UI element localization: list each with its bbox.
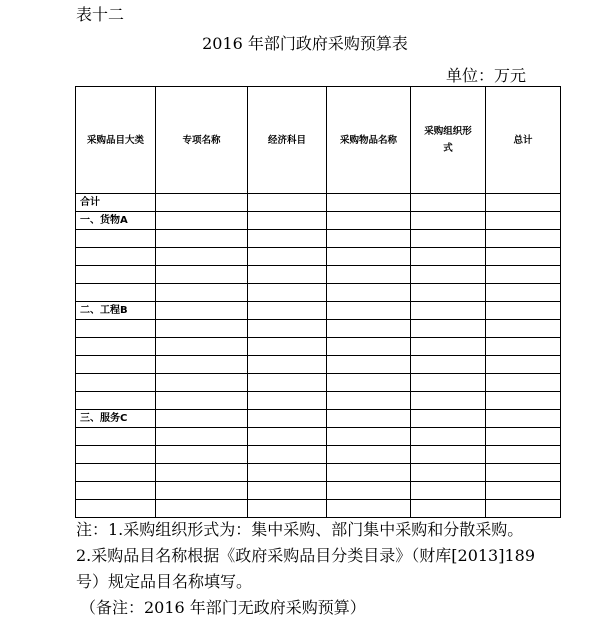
table-cell	[156, 284, 248, 302]
table-cell	[486, 428, 561, 446]
header-economic-subject: 经济科目	[248, 87, 327, 194]
row-category-cell	[76, 392, 156, 410]
table-cell	[327, 356, 411, 374]
table-cell	[248, 356, 327, 374]
row-category-cell	[76, 356, 156, 374]
table-cell	[411, 194, 486, 212]
table-cell	[156, 482, 248, 500]
table-cell	[327, 212, 411, 230]
table-cell	[248, 194, 327, 212]
table-cell	[156, 194, 248, 212]
table-cell	[486, 338, 561, 356]
table-cell	[327, 428, 411, 446]
header-special-project-name: 专项名称	[156, 87, 248, 194]
table-cell	[248, 482, 327, 500]
table-cell	[156, 464, 248, 482]
table-row	[76, 284, 561, 302]
table-cell	[327, 392, 411, 410]
table-row	[76, 212, 561, 230]
row-category-cell	[76, 284, 156, 302]
table-cell	[248, 266, 327, 284]
table-cell	[248, 428, 327, 446]
table-cell	[248, 338, 327, 356]
table-cell	[327, 248, 411, 266]
table-cell	[411, 464, 486, 482]
unit-label: 单位：万元	[446, 66, 527, 85]
table-cell	[156, 356, 248, 374]
table-cell	[411, 302, 486, 320]
table-row	[76, 500, 561, 518]
table-cell	[156, 320, 248, 338]
row-category-cell	[76, 482, 156, 500]
table-cell	[486, 248, 561, 266]
row-category-cell	[76, 230, 156, 248]
table-cell	[156, 248, 248, 266]
header-item-name: 采购物品名称	[327, 87, 411, 194]
table-cell	[486, 356, 561, 374]
table-cell	[156, 338, 248, 356]
note-line: 注：1.采购组织形式为：集中采购、部门集中采购和分散采购。	[76, 520, 524, 539]
table-cell	[411, 284, 486, 302]
document-title: 2016 年部门政府采购预算表	[202, 34, 408, 53]
table-row	[76, 374, 561, 392]
row-category-cell	[76, 320, 156, 338]
table-row	[76, 446, 561, 464]
table-cell	[327, 194, 411, 212]
table-cell	[411, 266, 486, 284]
table-cell	[486, 446, 561, 464]
table-cell	[486, 212, 561, 230]
table-cell	[248, 410, 327, 428]
table-cell	[248, 248, 327, 266]
row-category-cell	[76, 266, 156, 284]
table-cell	[411, 230, 486, 248]
row-category-cell: 三、服务C	[76, 410, 156, 428]
table-cell	[327, 320, 411, 338]
table-cell	[156, 446, 248, 464]
table-cell	[411, 428, 486, 446]
table-cell	[327, 302, 411, 320]
row-category-cell	[76, 338, 156, 356]
table-cell	[248, 212, 327, 230]
table-cell	[411, 338, 486, 356]
table-cell	[327, 374, 411, 392]
table-cell	[156, 428, 248, 446]
table-row	[76, 482, 561, 500]
table-cell	[156, 212, 248, 230]
table-cell	[156, 230, 248, 248]
notes-section	[76, 517, 576, 621]
table-cell	[486, 284, 561, 302]
row-category-cell: 合计	[76, 194, 156, 212]
table-cell	[411, 356, 486, 374]
table-cell	[411, 500, 486, 518]
table-row	[76, 356, 561, 374]
table-row	[76, 410, 561, 428]
table-cell	[486, 320, 561, 338]
table-cell	[248, 284, 327, 302]
row-category-cell	[76, 428, 156, 446]
table-cell	[156, 500, 248, 518]
table-number-label: 表十二	[76, 5, 125, 24]
row-category-cell	[76, 500, 156, 518]
table-row	[76, 194, 561, 212]
procurement-budget-table	[75, 86, 561, 518]
table-row	[76, 338, 561, 356]
table-cell	[156, 374, 248, 392]
table-cell	[248, 392, 327, 410]
row-category-cell	[76, 446, 156, 464]
table-cell	[411, 248, 486, 266]
table-cell	[156, 266, 248, 284]
table-cell	[486, 464, 561, 482]
table-cell	[486, 482, 561, 500]
note-line: 号）规定品目名称填写。	[76, 572, 253, 591]
table-cell	[248, 446, 327, 464]
row-category-cell: 一、货物A	[76, 212, 156, 230]
table-cell	[411, 410, 486, 428]
table-cell	[327, 410, 411, 428]
table-cell	[486, 392, 561, 410]
table-cell	[327, 464, 411, 482]
table-cell	[156, 302, 248, 320]
table-cell	[486, 410, 561, 428]
table-cell	[248, 230, 327, 248]
row-category-cell	[76, 248, 156, 266]
table-cell	[411, 482, 486, 500]
row-category-cell	[76, 374, 156, 392]
table-cell	[248, 464, 327, 482]
table-cell	[248, 500, 327, 518]
table-cell	[156, 392, 248, 410]
table-cell	[327, 230, 411, 248]
table-cell	[248, 302, 327, 320]
table-cell	[411, 446, 486, 464]
header-procurement-category: 采购品目大类	[76, 87, 156, 194]
table-header-row	[76, 87, 561, 194]
table-cell	[327, 482, 411, 500]
table-cell	[486, 374, 561, 392]
table-cell	[327, 500, 411, 518]
table-row	[76, 230, 561, 248]
table-row	[76, 302, 561, 320]
table-row	[76, 248, 561, 266]
note-line: 2.采购品目名称根据《政府采购品目分类目录》（财库[2013]189	[76, 546, 536, 565]
table-cell	[248, 320, 327, 338]
table-row	[76, 464, 561, 482]
table-row	[76, 428, 561, 446]
row-category-cell: 二、工程B	[76, 302, 156, 320]
table-cell	[411, 392, 486, 410]
table-cell	[327, 338, 411, 356]
table-cell	[327, 284, 411, 302]
header-total: 总计	[486, 87, 561, 194]
table-cell	[486, 302, 561, 320]
table-cell	[248, 374, 327, 392]
table-cell	[411, 374, 486, 392]
table-row	[76, 320, 561, 338]
table-cell	[486, 194, 561, 212]
table-row	[76, 392, 561, 410]
table-cell	[327, 266, 411, 284]
table-cell	[327, 446, 411, 464]
table-row	[76, 266, 561, 284]
table-cell	[411, 320, 486, 338]
table-cell	[156, 410, 248, 428]
table-cell	[486, 230, 561, 248]
header-organization-form: 采购组织形式	[411, 87, 486, 194]
remark-line: （备注：2016 年部门无政府采购预算）	[80, 598, 366, 617]
row-category-cell	[76, 464, 156, 482]
table-cell	[411, 212, 486, 230]
table-cell	[486, 266, 561, 284]
table-cell	[486, 500, 561, 518]
